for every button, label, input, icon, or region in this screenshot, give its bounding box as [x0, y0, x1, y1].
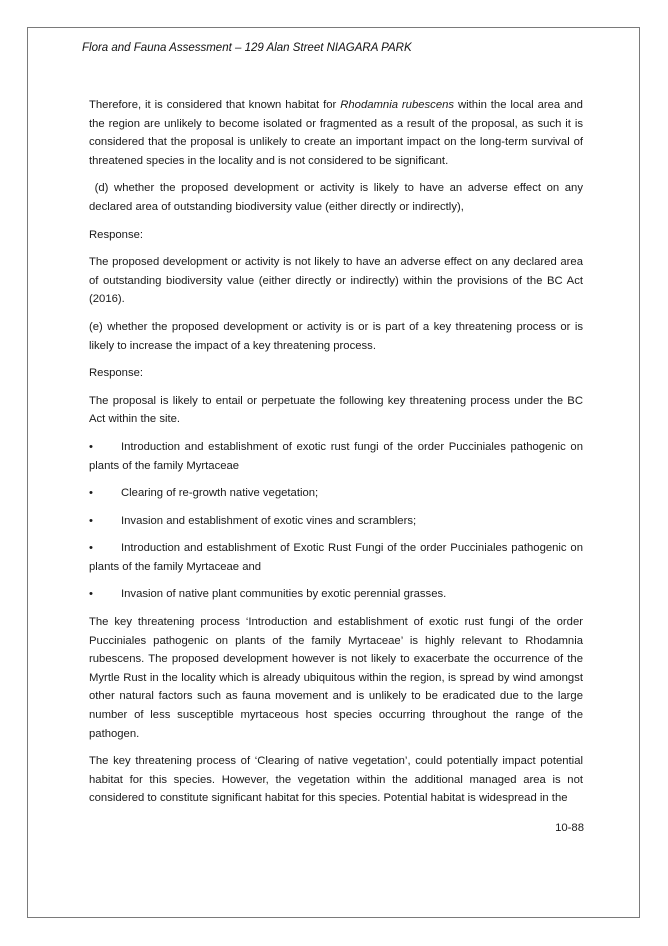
- bullet-icon: •: [89, 440, 93, 453]
- paragraph-response-e: The proposal is likely to entail or perpetuate the following key threatening process under the BC Act within the site.: [89, 394, 583, 426]
- paragraph-habitat-conclusion: Therefore, it is considered that known habitat for Rhodamnia rubescens within the local area and the region are unlikely to become isolated or fragmented as a result of the proposal, as such it is considered that the proposal is unlikely to create an important impact on the long-term survival of threatened species in the locality and is not considered to be significant.: [89, 99, 583, 167]
- paragraph-criterion-e: (e) whether the proposed development or activity is or is part of a key threatening process or is likely to increase the impact of a key threatening process.: [89, 320, 583, 352]
- bullet-icon: •: [89, 542, 93, 555]
- list-item: • Introduction and establishment of Exotic Rust Fungi of the order Pucciniales pathogenic on plants of the family Myrtaceae and: [89, 539, 583, 576]
- list-item: • Introduction and establishment of exotic rust fungi of the order Pucciniales pathogenic on plants of the family Myrtaceae: [89, 438, 583, 475]
- species-name: Rhodamnia rubescens: [340, 99, 455, 111]
- list-item: • Invasion of native plant communities by exotic perennial grasses.: [89, 585, 583, 604]
- list-item: • Invasion and establishment of exotic vines and scramblers;: [89, 512, 583, 531]
- page-number: 10-88: [555, 822, 584, 834]
- paragraph-myrtle-rust: The key threatening process ‘Introduction and establishment of exotic rust fungi of the order Pucciniales pathogenic on plants of the family Myrtaceae’ is highly relevant to Rhodamnia rubescens. The proposed development however is not likely to exacerbate the occurrence of the Myrtle Rust in the locality which is already ubiquitous within the region, is spread by wind amongst other natural factors such as fauna movement and is unlikely to be eradicated due to the large number of less susceptible myrtaceous host species occurring throughout the range of the pathogen.: [89, 616, 583, 740]
- paragraph-criterion-d: (d) whether the proposed development or activity is likely to have an adverse effect on any declared area of outstanding biodiversity value (either directly or indirectly),: [89, 182, 583, 213]
- paragraph-response-d: The proposed development or activity is not likely to have an adverse effect on any declared area of outstanding biodiversity value (either directly or indirectly) within the provisions of the BC Act (2016).: [89, 256, 583, 306]
- page-header: Flora and Fauna Assessment – 129 Alan Street NIAGARA PARK: [82, 42, 412, 54]
- paragraph-response-d-label: Response:: [89, 228, 144, 241]
- bullet-icon: •: [89, 514, 93, 527]
- bullet-icon: •: [89, 588, 93, 601]
- list-item: • Clearing of re-growth native vegetation;: [89, 484, 583, 503]
- paragraph-clearing: The key threatening process of ‘Clearing of native vegetation’, could potentially impact potential habitat for this species. However, the vegetation within the additional managed area is not considered to constitute significant habitat for this species. Potential habitat is widespread in the: [89, 755, 583, 805]
- document-body: [89, 96, 583, 817]
- bullet-icon: •: [89, 487, 93, 500]
- paragraph-response-e-label: Response:: [89, 367, 144, 380]
